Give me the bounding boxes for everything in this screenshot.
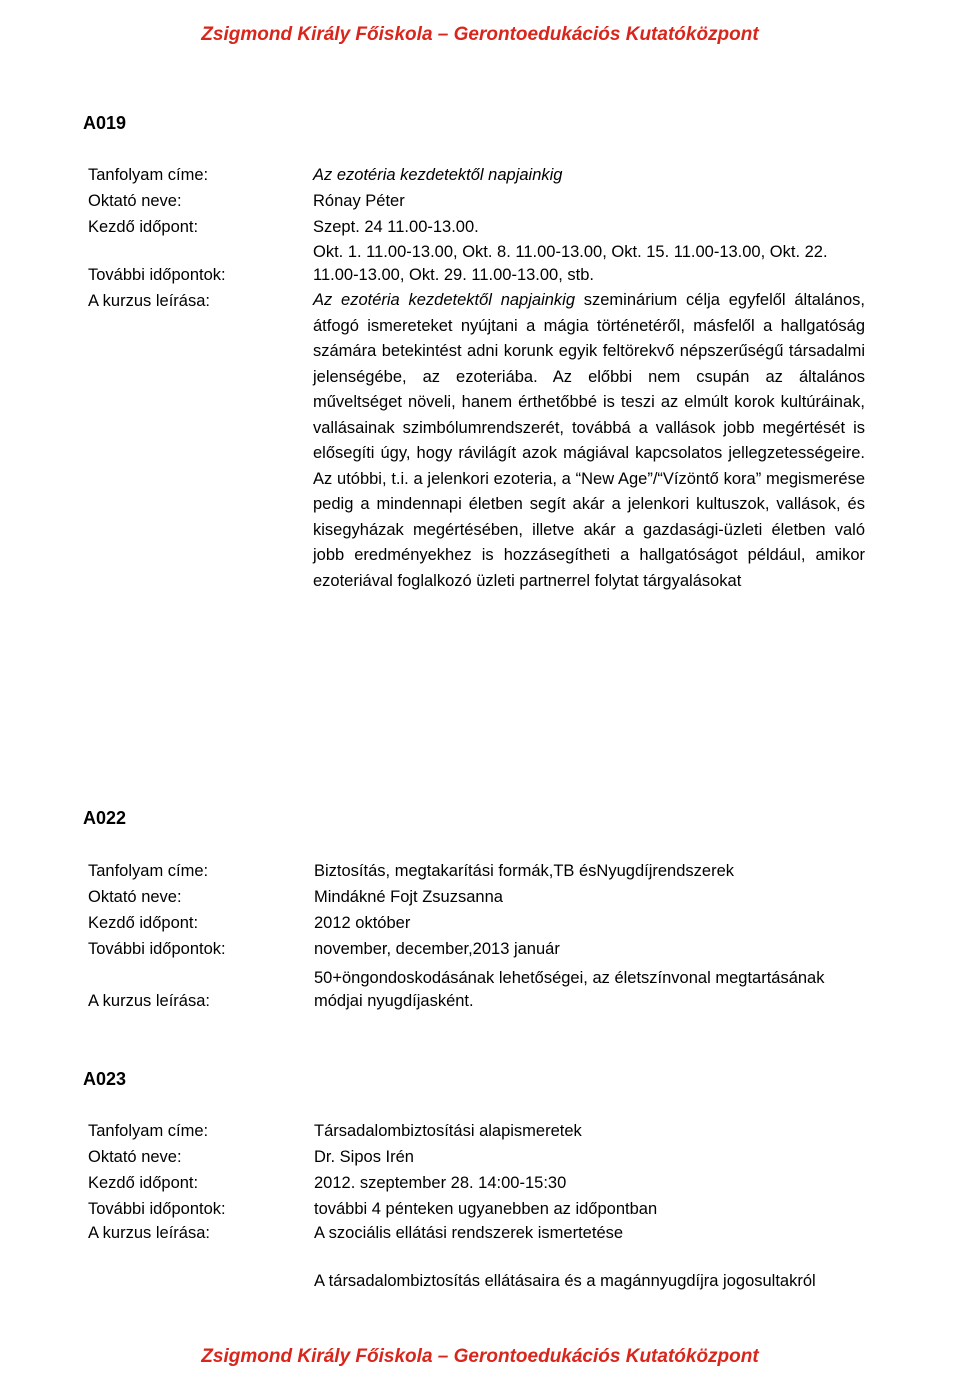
course-code: A022	[83, 808, 127, 828]
more-dates: további 4 pénteken ugyanebben az időpontban	[314, 1200, 658, 1218]
label-start-time: Kezdő időpont:	[88, 914, 199, 932]
description-line2: módjai nyugdíjasként.	[314, 992, 474, 1010]
start-time: Szept. 24 11.00-13.00.	[313, 218, 479, 236]
teacher-name: Rónay Péter	[313, 192, 405, 210]
label-teacher: Oktató neve:	[88, 192, 182, 210]
course-title: Társadalombiztosítási alapismeretek	[314, 1122, 582, 1140]
label-course-title: Tanfolyam címe:	[88, 862, 209, 880]
label-more-dates: További időpontok:	[88, 266, 226, 284]
description-line1: A szociális ellátási rendszerek ismertetése	[314, 1224, 624, 1242]
description-line2: A társadalombiztosítás ellátásaira és a magánnyugdíjra jogosultakról	[314, 1272, 816, 1290]
page-header: Zsigmond Király Főiskola – Gerontoedukációs Kutatóközpont	[201, 24, 759, 45]
label-teacher: Oktató neve:	[88, 888, 182, 906]
more-dates-line1: Okt. 1. 11.00-13.00, Okt. 8. 11.00-13.00, Okt. 15. 11.00-13.00, Okt. 22.	[313, 243, 828, 261]
description-lead: Az ezotéria kezdetektől napjainkig	[313, 291, 575, 309]
label-teacher: Oktató neve:	[88, 1148, 182, 1166]
page-footer: Zsigmond Király Főiskola – Gerontoedukációs Kutatóközpont	[201, 1346, 759, 1367]
teacher-name: Mindákné Fojt Zsuzsanna	[314, 888, 503, 906]
start-time: 2012 október	[314, 914, 411, 932]
start-time: 2012. szeptember 28. 14:00-15:30	[314, 1174, 567, 1192]
course-description	[313, 288, 865, 594]
more-dates: november, december,2013 január	[314, 940, 560, 958]
course-code: A023	[83, 1069, 127, 1089]
course-title: Biztosítás, megtakarítási formák,TB ésNyugdíjrendszerek	[314, 862, 734, 880]
label-more-dates: További időpontok:	[88, 1200, 226, 1218]
description-text: szeminárium célja egyfelől általános, átfogó ismereteket nyújtani a mágia történetéről, másfelől a hallgatóság számára betekintést adni korunk egyik feltörekvő népszerűségű társadalmi jelenségébe, az ezoteriába. Az előbbi nem csupán az általános műveltséget növeli, hanem érthetőbbé is teszi az elmúlt korok kultúráinak, vallásainak szimbólumrendszerét, továbbá a vallások jobb megértését is elősegíti úgy, hogy rávilágít azok mágiával kapcsolatos jellegzetességeire. Az utóbbi, t.i. a jelenkori ezoteria, a “New Age”/“Vízöntő kora” megismerése pedig a mindennapi életben segít akár a jelenkori kultuszok, vallások, és kisegyházak megértésében, illetve akár a gazdasági-üzleti életben való jobb eredményekhez is hozzásegítheti a hallgatóságot például, amikor ezoteriával foglalkozó üzleti partnerrel folytat tárgyalásokat	[313, 291, 865, 590]
label-course-title: Tanfolyam címe:	[88, 1122, 209, 1140]
label-course-title: Tanfolyam címe:	[88, 166, 209, 184]
label-description: A kurzus leírása:	[88, 1224, 210, 1242]
course-title: Az ezotéria kezdetektől napjainkig	[313, 166, 563, 184]
course-code: A019	[83, 113, 127, 133]
label-description: A kurzus leírása:	[88, 992, 210, 1010]
description-line1: 50+öngondoskodásának lehetőségei, az életszínvonal megtartásának	[314, 969, 825, 987]
label-start-time: Kezdő időpont:	[88, 1174, 199, 1192]
label-start-time: Kezdő időpont:	[88, 218, 199, 236]
label-description: A kurzus leírása:	[88, 292, 210, 310]
label-more-dates: További időpontok:	[88, 940, 226, 958]
teacher-name: Dr. Sipos Irén	[314, 1148, 414, 1166]
more-dates-line2: 11.00-13.00, Okt. 29. 11.00-13.00, stb.	[313, 266, 594, 284]
